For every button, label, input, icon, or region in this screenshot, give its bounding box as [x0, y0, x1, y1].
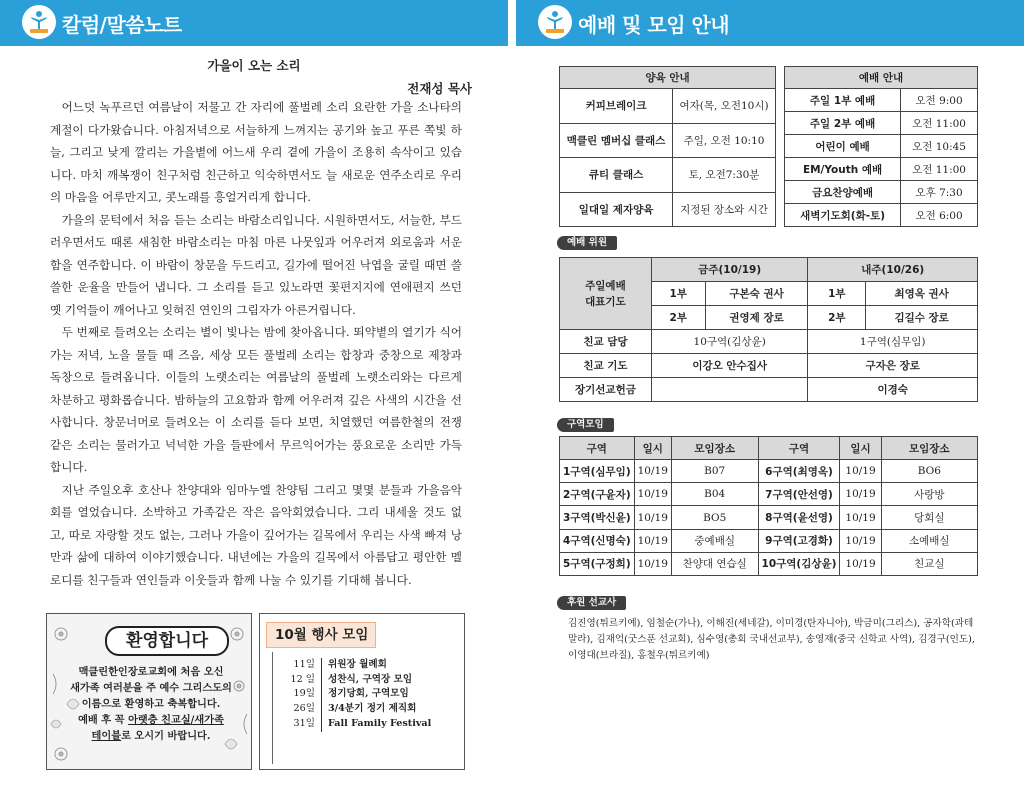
event-item [280, 658, 460, 673]
next-week-header: 내주(10/26) [808, 258, 978, 282]
worship-header: 예배 안내 [785, 67, 978, 89]
service-name: 주일 1부 예배 [785, 89, 901, 112]
welcome-location-highlight: 아랫층 친교실/새가족 [128, 714, 224, 726]
table-row [560, 552, 978, 575]
event-name: 3/4분기 정기 제직회 [328, 703, 417, 715]
welcome-line: 이름으로 환영하고 축복합니다. [81, 698, 221, 710]
service-name: 어린이 예배 [785, 135, 901, 158]
church-logo-icon [538, 5, 572, 39]
district-name: 8구역(윤선영) [758, 506, 840, 529]
right-header-bar [516, 0, 1024, 46]
program-time: 지정된 장소와 시간 [673, 192, 776, 227]
event-item [280, 702, 460, 717]
service-time: 오전 10:45 [901, 135, 978, 158]
events-list [280, 658, 460, 732]
program-name: 커피브레이크 [560, 89, 673, 124]
meeting-place: 당회실 [881, 506, 977, 529]
event-name: 성찬식, 구역장 모임 [328, 673, 413, 685]
divider [272, 652, 273, 764]
prayer-leader: 구본숙 권사 [705, 282, 808, 306]
column-header: 일시 [840, 437, 881, 460]
mission-offering-label: 장기선교헌금 [560, 378, 652, 402]
prayer-leader: 권영제 장로 [705, 306, 808, 330]
this-week-header: 금주(10/19) [651, 258, 808, 282]
table-row [560, 483, 978, 506]
meeting-place: BO5 [671, 506, 758, 529]
prayer-leader: 김길수 장로 [866, 306, 978, 330]
meeting-date: 10/19 [634, 529, 671, 552]
event-item [280, 673, 460, 688]
service-number: 2부 [808, 306, 866, 330]
column-paragraph: 두 번째로 들려오는 소리는 별이 빛나는 밤에 찾아옵니다. 뙤약볕의 열기가 식어가는 저녁, 노을 물들 때 즈음, 세상 모든 풀벌레 소리는 합창과 중창으로 제창과 독창으로 들려옵니다. 이들의 노랫소리는 여름날의 풀벌레 노랫소리와는 다르게 차분하고 평화롭습니다. 밤하늘의 고요함과 함께 어우러져 깊은 사색의 시간을 선사합니다. 창문너머로 들려오는 이 소리를 듣다 보면, 치열했던 여름한철의 전쟁 같은 소리는 물러가고 넉넉한 가을 들판에서 무르익어가는 풍요로운 소리만 가득합니다. [50, 325, 462, 474]
district-name: 10구역(김상윤) [758, 552, 840, 575]
meeting-date: 10/19 [840, 483, 881, 506]
welcome-heading: 환영합니다 [105, 626, 229, 656]
church-logo-icon [22, 5, 56, 39]
meeting-place: BO6 [881, 460, 977, 483]
event-name: 위원장 월례회 [328, 659, 387, 670]
event-name: 정기당회, 구역모임 [328, 688, 409, 700]
meeting-date: 10/19 [840, 460, 881, 483]
prayer-leader: 최영옥 권사 [866, 282, 978, 306]
program-time: 여자(목, 오전10시) [673, 89, 776, 124]
column-body [50, 96, 462, 591]
column-header: 일시 [634, 437, 671, 460]
event-item [280, 687, 460, 702]
column-paragraph: 가을의 문턱에서 처음 듣는 소리는 바람소리입니다. 시원하면서도, 서늘한, 부드러우면서도 때론 새침한 바람소리는 마침 마른 나뭇잎과 어우러져 외로움과 서운함을 연주합니다. 이 바람이 창문을 두드리고, 길가에 떨어진 낙엽을 굴릴 때면 쓸쓸한 운율을 만들어 냅니다. 그 소리를 듣고 있노라면 꽃편지지에 연애편지 쓰던 옛 기억들이 깨어나고 잊혀진 연인의 그림자가 아른거립니다. [50, 212, 462, 317]
mission-offering-this-week [651, 378, 808, 402]
district-name: 1구역(심무임) [560, 460, 635, 483]
meeting-date: 10/19 [634, 506, 671, 529]
service-time: 오전 11:00 [901, 158, 978, 181]
events-heading: 10월 행사 모임 [266, 622, 376, 648]
meeting-date: 10/19 [840, 529, 881, 552]
district-name: 5구역(구정희) [560, 552, 635, 575]
program-name: 일대일 제자양육 [560, 192, 673, 227]
meeting-date: 10/19 [634, 552, 671, 575]
meeting-date: 10/19 [634, 460, 671, 483]
table-row [560, 460, 978, 483]
education-table [559, 66, 776, 227]
mission-offering-next-week: 이경숙 [808, 378, 978, 402]
service-number: 1부 [651, 282, 705, 306]
service-name: 주일 2부 예배 [785, 112, 901, 135]
table-row [560, 506, 978, 529]
welcome-message [63, 664, 239, 744]
missionaries-list: 김진영(튀르키예), 임철순(가나), 이해진(세네갈), 이미경(탄자니아), 박금미(그리스), 공자학(과테말라), 김재억(굿스푼 선교회), 심수영(총회 국내선교부), 송영재(중국 신학교 사역), 김경구(인도), 이영대(브라질), 홍철우(튀르키예) [568, 618, 975, 661]
meeting-place: 찬양대 연습실 [671, 552, 758, 575]
education-header: 양육 안내 [560, 67, 776, 89]
event-day: 19일 [280, 687, 322, 702]
program-time: 토, 오전7:30분 [673, 158, 776, 193]
event-day: 11일 [280, 658, 322, 673]
column-author: 전재성 목사 [407, 81, 472, 96]
missionaries-label: 후원 선교사 [557, 596, 626, 610]
fellowship-prayer-label: 친교 기도 [560, 354, 652, 378]
october-events-card [259, 613, 465, 770]
service-name: 새벽기도회(화-토) [785, 204, 901, 227]
meeting-place: 사랑방 [881, 483, 977, 506]
column-paragraph: 어느덧 녹푸르던 여름날이 저물고 간 자리에 풀벌레 소리 요란한 가을 소나타의 계절이 다가왔습니다. 아침저녁으로 서늘하게 느껴지는 공기와 높고 푸른 쪽빛 하늘, 그리고 낮게 깔리는 가을볕에 어느새 우리 곁에 가을이 조용히 속삭이고 있습니다. 마치 깨복쟁이 친구처럼 친근하고 익숙하면서도 늘 새로운 연주소리로 우리의 마음을 어루만지고, 콧노래를 흥얼거리게 합니다. [50, 100, 462, 204]
event-day: 12 일 [280, 673, 322, 688]
fellowship-prayer-next-week: 구자은 장로 [808, 354, 978, 378]
district-label: 구역모임 [557, 418, 614, 432]
section-title-column: 칼럼/말씀노트 [62, 13, 182, 37]
meeting-place: 중예배실 [671, 529, 758, 552]
welcome-line-part: 예배 후 꼭 [78, 714, 129, 726]
service-time: 오후 7:30 [901, 181, 978, 204]
table-row [560, 529, 978, 552]
event-item [280, 717, 460, 732]
worship-committee-table [559, 257, 978, 402]
welcome-location-highlight: 테이블 [91, 730, 122, 742]
service-time: 오전 9:00 [901, 89, 978, 112]
section-title-worship: 예배 및 모임 안내 [578, 13, 730, 37]
district-name: 6구역(최영옥) [758, 460, 840, 483]
district-name: 2구역(구윤자) [560, 483, 635, 506]
service-time: 오전 6:00 [901, 204, 978, 227]
welcome-line: 새가족 여러분을 주 예수 그리스도의 [70, 682, 232, 694]
service-number: 2부 [651, 306, 705, 330]
event-name: Fall Family Festival [328, 717, 432, 729]
column-header: 모임장소 [881, 437, 977, 460]
district-name: 9구역(고경화) [758, 529, 840, 552]
meeting-date: 10/19 [840, 552, 881, 575]
service-number: 1부 [808, 282, 866, 306]
district-name: 3구역(박신윤) [560, 506, 635, 529]
meeting-place: B04 [671, 483, 758, 506]
service-time: 오전 11:00 [901, 112, 978, 135]
left-header-bar [0, 0, 508, 46]
welcome-card [46, 613, 252, 770]
column-header: 모임장소 [671, 437, 758, 460]
prayer-label: 주일예배 대표기도 [560, 258, 652, 330]
fellowship-next-week: 1구역(심무임) [808, 330, 978, 354]
service-name: EM/Youth 예배 [785, 158, 901, 181]
committee-label: 예배 위원 [557, 236, 617, 250]
column-title: 가을이 오는 소리 [207, 58, 301, 73]
meeting-place: 소예배실 [881, 529, 977, 552]
service-name: 금요찬양예배 [785, 181, 901, 204]
fellowship-prayer-this-week: 이강오 안수집사 [651, 354, 808, 378]
meeting-date: 10/19 [634, 483, 671, 506]
meeting-place: B07 [671, 460, 758, 483]
welcome-line: 맥클린한인장로교회에 처음 오신 [78, 666, 224, 678]
event-day: 31일 [280, 717, 322, 732]
welcome-line [63, 728, 239, 744]
meeting-date: 10/19 [840, 506, 881, 529]
district-meeting-table [559, 436, 978, 576]
district-name: 4구역(신명숙) [560, 529, 635, 552]
column-paragraph: 지난 주일오후 호산나 찬양대와 임마누엘 찬양팀 그리고 몇몇 분들과 가을음악회를 열었습니다. 소박하고 가족같은 작은 음악회였습니다. 그리 내세울 것도 없고, 따로 자랑할 것도 없는, 그러나 가을이 깊어가는 길목에서 우리는 사색 빠져 낭만과 삶에 대하여 이야기했습니다. 내년에는 가을의 길목에서 아름답고 평안한 멜로디를 친구들과 연인들과 이웃들과 함께 나눌 수 있기를 기대해 봅니다. [50, 482, 462, 587]
program-name: 맥클린 멤버십 클래스 [560, 123, 673, 158]
column-header: 구역 [758, 437, 840, 460]
column-header: 구역 [560, 437, 635, 460]
event-day: 26일 [280, 702, 322, 717]
district-name: 7구역(안선영) [758, 483, 840, 506]
welcome-line-part: 로 오시기 바랍니다. [121, 730, 211, 742]
meeting-place: 친교실 [881, 552, 977, 575]
program-name: 큐티 클래스 [560, 158, 673, 193]
fellowship-this-week: 10구역(김상윤) [651, 330, 808, 354]
welcome-line [63, 712, 239, 728]
program-time: 주일, 오전 10:10 [673, 123, 776, 158]
fellowship-label: 친교 담당 [560, 330, 652, 354]
worship-table [784, 66, 978, 227]
